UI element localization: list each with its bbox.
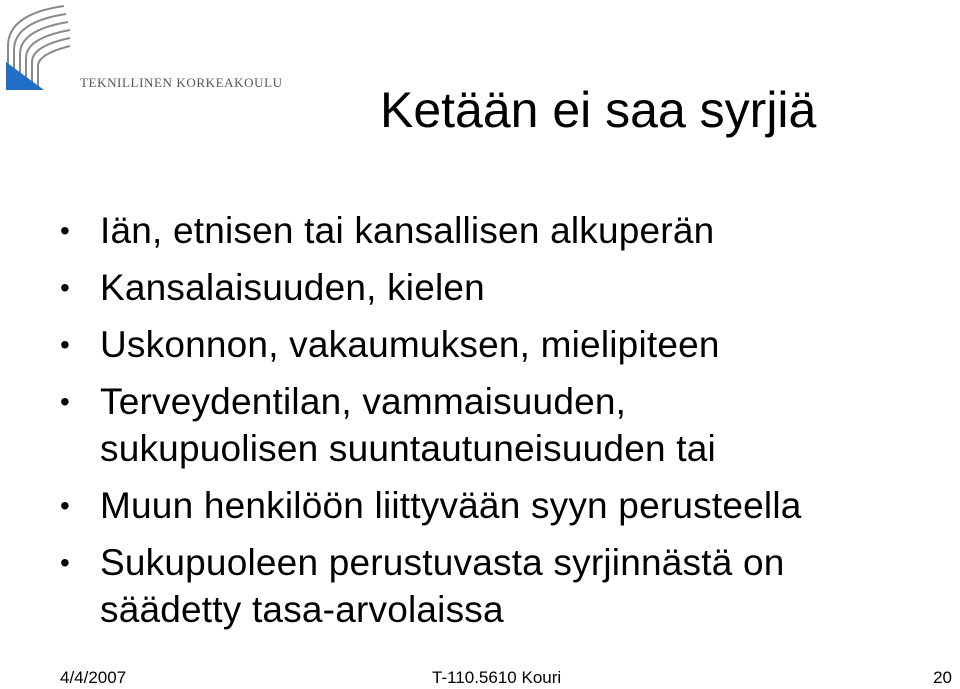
bullet-icon: • (60, 386, 70, 417)
bullet-text: Terveydentilan, vammaisuuden, sukupuolisen suuntautuneisuuden tai (100, 381, 716, 469)
organization-name: TEKNILLINEN KORKEAKOULU (80, 75, 283, 90)
bullet-text: Kansalaisuuden, kielen (100, 267, 485, 308)
slide-title: Ketään ei saa syrjiä (380, 82, 817, 138)
bullet-text: Sukupuoleen perustuvasta syrjinnästä on säädetty tasa-arvolaissa (100, 542, 785, 630)
list-item (60, 202, 950, 259)
footer-date: 4/4/2007 (60, 668, 127, 687)
footer-course: T-110.5610 Kouri (432, 668, 562, 687)
bullet-icon: • (60, 547, 70, 578)
list-item (60, 316, 950, 373)
page-number: 20 (933, 668, 952, 687)
bullet-icon: • (60, 329, 70, 360)
bullet-text: Uskonnon, vakaumuksen, mielipiteen (100, 324, 720, 365)
list-item (60, 373, 950, 477)
bullet-icon: • (60, 490, 70, 521)
bullet-text: Muun henkilöön liittyvään syyn perusteella (100, 485, 802, 526)
list-item (60, 477, 950, 534)
list-item (60, 259, 950, 316)
list-item (60, 534, 950, 638)
bullet-icon: • (60, 215, 70, 246)
bullet-icon: • (60, 272, 70, 303)
bullet-list (60, 202, 950, 638)
bullet-text: Iän, etnisen tai kansallisen alkuperän (100, 210, 715, 251)
tkk-arc-logo-icon (4, 2, 74, 92)
